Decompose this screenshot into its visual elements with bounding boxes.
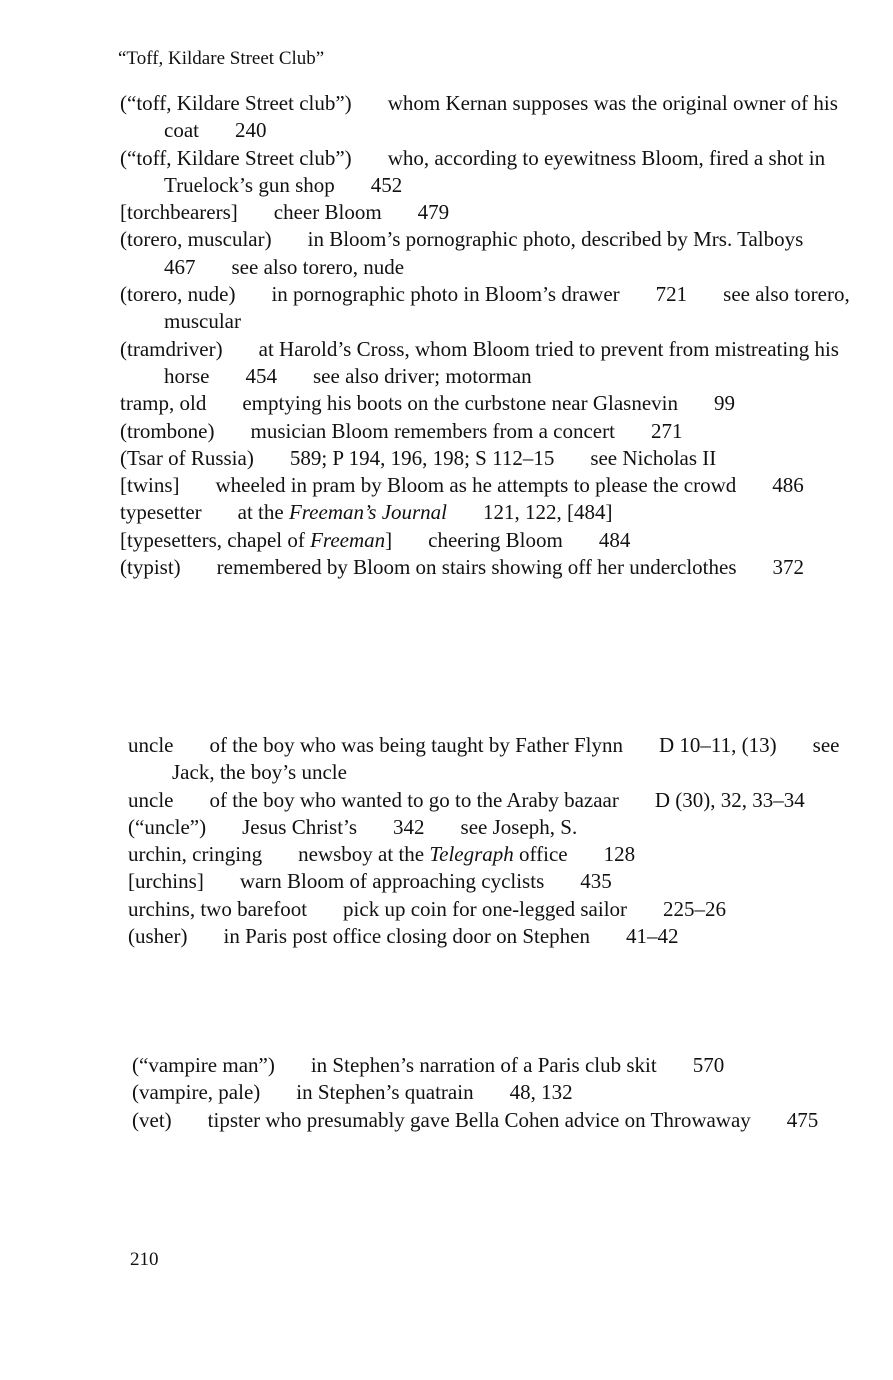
entry-term: (“toff, Kildare Street club”) (120, 91, 352, 115)
entry-refs: 454 (245, 363, 277, 388)
index-entry (128, 841, 858, 868)
entry-term: uncle (128, 787, 174, 812)
entry-see: see Joseph, S. (460, 814, 578, 839)
entry-term: (vet) (132, 1107, 172, 1132)
entry-text: of the boy who was being taught by Father Flynn (209, 733, 624, 757)
index-entry (132, 1107, 862, 1134)
entry-see: see also driver; motorman (313, 363, 532, 388)
entry-title-italic: Telegraph (429, 842, 514, 867)
entry-text: cheer Bloom (273, 200, 382, 225)
entry-text: warn Bloom of approaching cyclists (239, 869, 545, 894)
entry-text: in pornographic photo in Bloom’s drawer (271, 282, 620, 307)
entry-term: [typesetters, chapel of (120, 527, 305, 552)
entry-term: (torero, nude) (120, 282, 236, 307)
entry-text: in Stephen’s quatrain (296, 1080, 474, 1105)
entry-text: at the (237, 500, 284, 525)
index-entry (120, 281, 850, 336)
entry-see: see Nicholas II (590, 445, 717, 470)
index-entry (128, 896, 858, 923)
index-entry (128, 814, 858, 841)
entry-text: of the boy who wanted to go to the Araby bazaar (209, 787, 619, 812)
index-entry (120, 199, 850, 226)
index-entry (120, 418, 850, 445)
entry-text: who, according to eyewitness Bloom, fired a shot in Truelock’s gun shop (164, 145, 826, 197)
entry-term: (tramdriver) (120, 336, 223, 361)
running-head: “Toff, Kildare Street Club” (118, 48, 325, 69)
entry-refs: 452 (370, 172, 403, 197)
entry-text: newsboy at the (298, 842, 425, 867)
index-entry (120, 499, 850, 526)
entry-text: whom Kernan supposes was the original owner of his coat (164, 91, 838, 143)
entry-term: [twins] (120, 473, 180, 498)
entry-refs: 484 (598, 527, 631, 552)
entry-refs: 271 (650, 418, 683, 443)
entry-text: wheeled in pram by Bloom as he attempts to please the crowd (215, 473, 737, 498)
entry-term: [urchins] (128, 869, 204, 894)
entry-term: (Tsar of Russia) (120, 445, 254, 470)
entry-refs: 41–42 (625, 924, 679, 949)
index-entry (120, 336, 850, 391)
entry-refs: 475 (786, 1107, 819, 1132)
index-entry (128, 868, 858, 895)
section-t (120, 90, 850, 581)
entry-term: (“vampire man”) (132, 1053, 275, 1077)
index-entry (120, 445, 850, 472)
entry-refs: 128 (603, 842, 636, 867)
entry-see: see Jack, the boy’s uncle (172, 733, 840, 785)
entry-refs: 225–26 (663, 896, 727, 921)
entry-term: tramp, old (120, 391, 207, 416)
entry-title-italic: Freeman’s Journal (288, 500, 448, 525)
entry-term: urchin, cringing (128, 842, 263, 867)
entry-refs: 721 (655, 282, 688, 307)
entry-refs: 342 (393, 814, 425, 839)
entry-text: cheering Bloom (428, 527, 563, 552)
entry-refs: 486 (772, 473, 804, 498)
entry-term: (“uncle”) (128, 814, 207, 839)
index-entry (120, 527, 850, 554)
entry-text: pick up coin for one-legged sailor (343, 896, 628, 921)
page-number: 210 (130, 1249, 159, 1270)
entry-refs: 479 (417, 200, 450, 225)
entry-refs: 589; P 194, 196, 198; S 112–15 (289, 445, 555, 470)
entry-text: in Paris post office closing door on Stephen (223, 924, 590, 949)
index-entry (120, 472, 850, 499)
entry-refs: 48, 132 (509, 1080, 573, 1105)
entry-text: remembered by Bloom on stairs showing off her underclothes (216, 555, 737, 580)
index-entry (128, 923, 858, 950)
index-entry (120, 145, 850, 200)
entry-text: emptying his boots on the curbstone near Glasnevin (242, 391, 678, 416)
entry-term: (“toff, Kildare Street club”) (120, 145, 352, 170)
section-v (132, 1052, 862, 1134)
entry-refs: D 10–11, (13) (659, 733, 777, 757)
index-entry (132, 1079, 862, 1106)
index-entry (120, 554, 850, 581)
entry-refs: 240 (234, 118, 267, 143)
entry-term: typesetter (120, 500, 202, 525)
index-entry (120, 390, 850, 417)
entry-refs: 121, 122, [484] (483, 500, 613, 525)
entry-term: (usher) (128, 924, 188, 949)
entry-refs: D (30), 32, 33–34 (654, 787, 805, 812)
entry-term-close: ] (385, 527, 393, 552)
index-entry (120, 226, 850, 281)
index-entry (120, 90, 850, 145)
entry-refs: 99 (714, 391, 735, 416)
entry-refs: 467 (164, 254, 196, 279)
entry-text-post: office (519, 842, 568, 867)
entry-see: see also torero, muscular (164, 282, 850, 334)
entry-term: (vampire, pale) (132, 1080, 261, 1105)
entry-term: (typist) (120, 555, 181, 580)
index-entry (128, 732, 858, 787)
entry-refs: 372 (772, 555, 805, 580)
entry-text: in Bloom’s pornographic photo, described by Mrs. Talboys (307, 227, 804, 252)
entry-term-italic: Freeman (310, 527, 386, 552)
index-entry (132, 1052, 862, 1079)
entry-term: (trombone) (120, 418, 215, 443)
entry-term: urchins, two barefoot (128, 896, 308, 921)
section-u (128, 732, 858, 950)
entry-see: see also torero, nude (231, 254, 405, 279)
entry-text: musician Bloom remembers from a concert (250, 418, 615, 443)
entry-text: in Stephen’s narration of a Paris club skit (310, 1053, 657, 1077)
entry-term: (torero, muscular) (120, 227, 272, 252)
entry-text: at Harold’s Cross, whom Bloom tried to prevent from mistreating his horse (164, 336, 839, 388)
entry-term: [torchbearers] (120, 200, 238, 225)
entry-text: Jesus Christ’s (242, 814, 358, 839)
entry-text: tipster who presumably gave Bella Cohen advice on Throwaway (207, 1107, 751, 1132)
entry-refs: 570 (692, 1053, 725, 1077)
entry-term: uncle (128, 733, 174, 757)
index-entry (128, 787, 858, 814)
entry-refs: 435 (580, 869, 612, 894)
